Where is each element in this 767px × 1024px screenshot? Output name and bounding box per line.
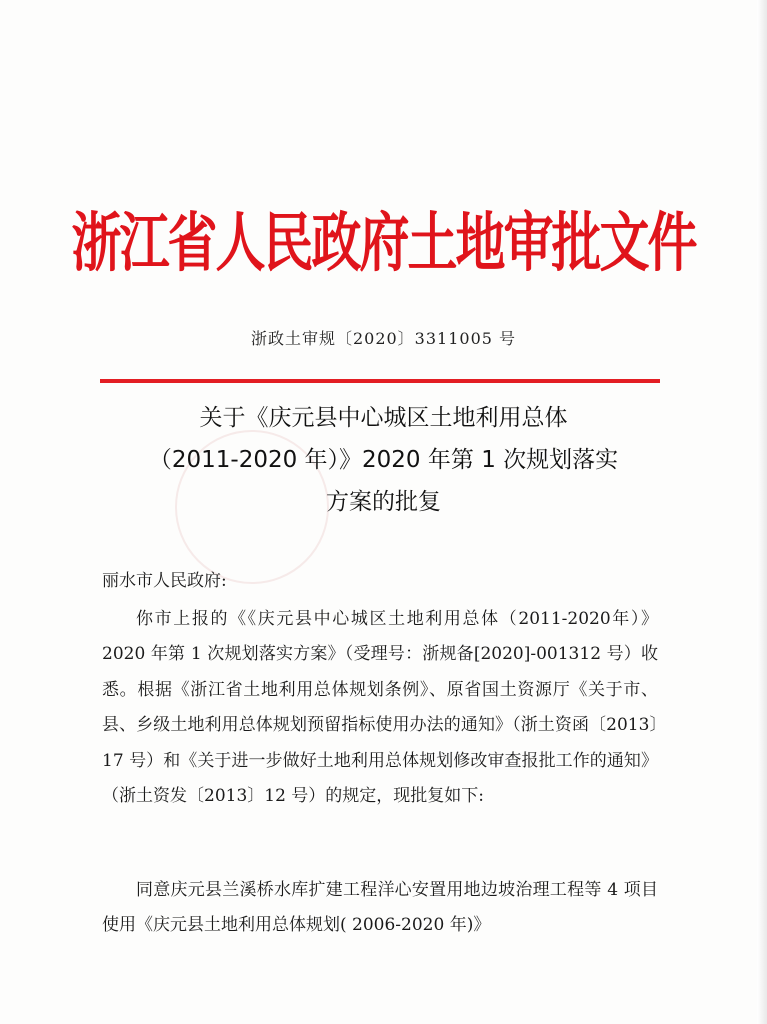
masthead-title: 浙江省人民政府土地审批文件 [71,206,696,281]
title-line-2: （2011-2020 年）》2020 年第 1 次规划落实 [148,447,619,473]
body-paragraph-2: 同意庆元县兰溪桥水库扩建工程洋心安置用地边坡治理工程等 4 项目使用《庆元县土地利用总体规划( 2006-2020 年)》 [102,880,658,936]
red-divider-line [100,379,660,383]
scan-edge-shadow [757,0,767,1024]
body-paragraph-1: 你市上报的《《庆元县中心城区土地利用总体（2011-2020年）》2020 年第 1 次规划落实方案》（受理号：浙规备[2020]-001312 号）收悉。根据《浙江省土地利用总体规划条例》、原省国土资源厅《关于市、县、乡级土地利用总体规划预留指标使用办法的通知》（浙土资函〔2013〕17 号）和《关于进一步做好土地利用总体规划修改审查报批工作的通知》（浙土资发〔2013〕12 号）的规定，现批复如下: [102,609,658,807]
document-number: 浙政土审规〔2020〕3311005 号 [250,329,517,348]
title-line-3: 方案的批复 [326,489,441,515]
salutation: 丽水市人民政府: [102,571,227,591]
title-line-1: 关于《庆元县中心城区土地利用总体 [199,405,568,431]
document-title [80,397,687,523]
